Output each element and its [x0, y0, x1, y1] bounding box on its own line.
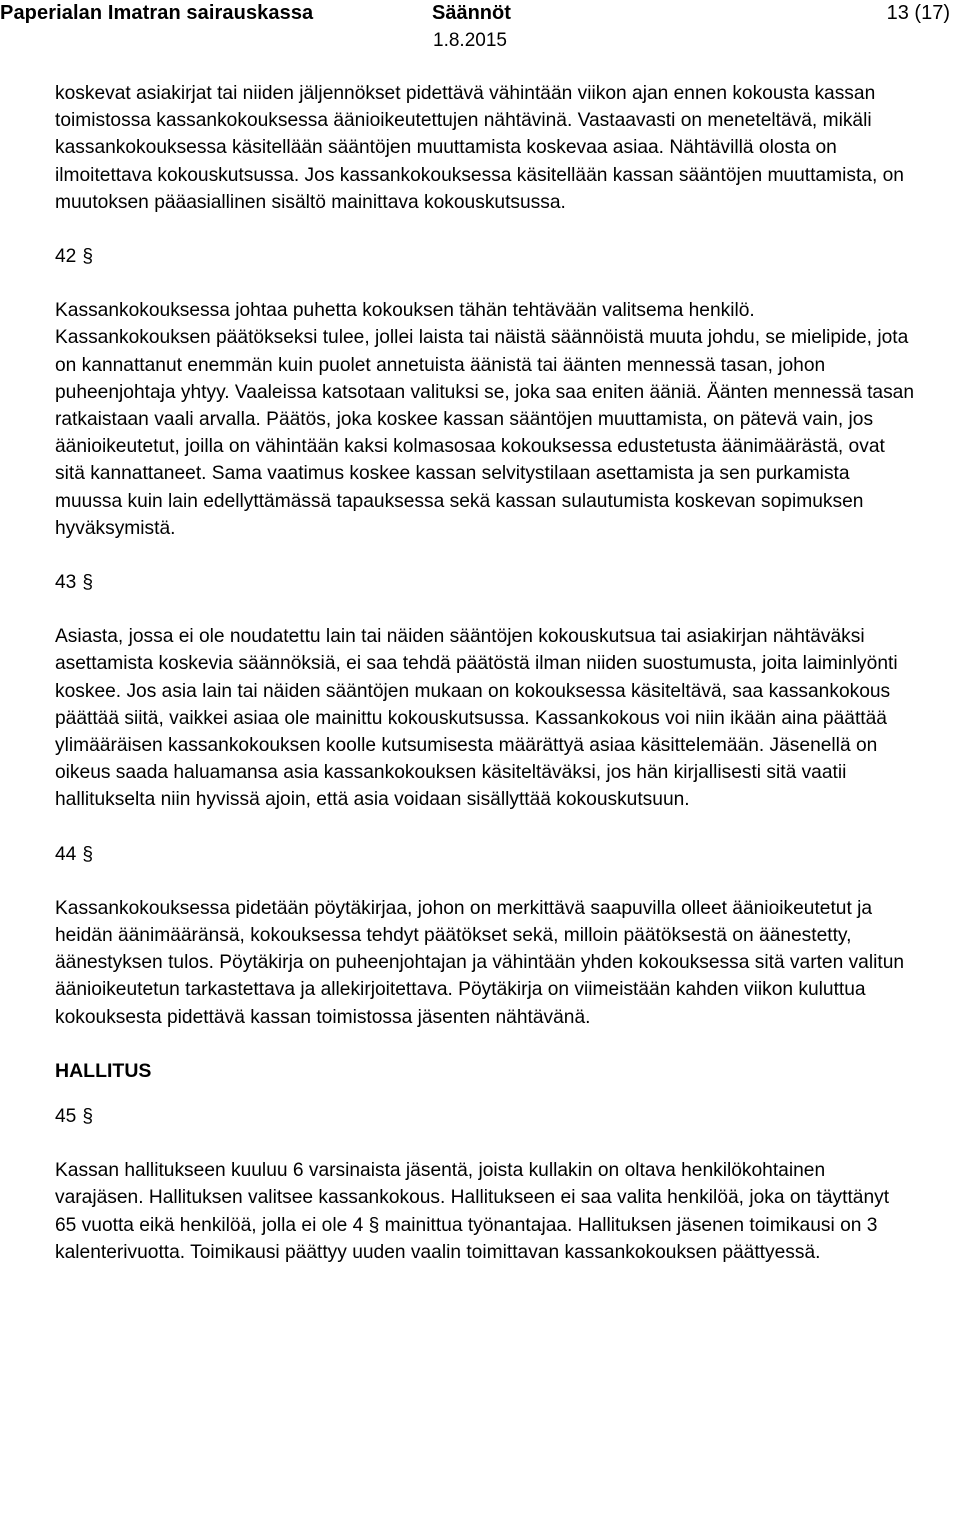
- section-45-text: [55, 1157, 915, 1266]
- section-number: 45: [55, 1105, 77, 1127]
- section-number: 43: [55, 572, 77, 594]
- section-42-text: Kassankokouksessa johtaa puhetta kokouksen tähän tehtävään valitsema henkilö. Kassankokouksen päätökseksi tulee, jollei laista tai näistä säännöistä muuta johdu, se mielipide, jota on kannattanut enemmän kuin puolet annetuista äänistä tai äänten mennessä tasan, johon puheenjohtaja yhtyy. Vaaleissa katsotaan valituksi se, joka saa eniten ääniä. Äänten mennessä tasan ratkaistaan vaali arvalla. Päätös, joka koskee kassan sääntöjen muuttamista, on pätevä vain, jos äänioikeutetut, joilla on vähintään kaksi kolmasosaa kokouksessa edustetusta äänimäärästä, ovat sitä kannattaneet. Sama vaatimus koskee kassan selvitystilaan asettamista ja sen purkamista muussa kuin lain edellyttämässä tapauksessa sekä kassan sulautumista koskevan sopimuksen hyväksymistä.: [55, 300, 915, 539]
- section-44-heading: [55, 841, 915, 868]
- header-page-number: 13 (17): [886, 2, 950, 24]
- header-document-title: Säännöt: [432, 2, 511, 24]
- section-44-text: Kassankokouksessa pidetään pöytäkirjaa, johon on merkittävä saapuvilla olleet äänioikeutetut ja heidän äänimääränsä, kokouksessa tehdyt päätökset sekä, milloin päätöksestä on äänestetty, äänestyksen tulos. Pöytäkirja on puheenjohtajan ja vähintään yhden kokouksessa sitä varten valitun äänioikeutetun tarkastettava ja allekirjoitettava. Pöytäkirja on viimeistään kahden viikon kuluttua kokouksesta pidettävä kassan toimistossa jäsenten nähtävänä.: [55, 897, 905, 1028]
- section-43-text: Asiasta, jossa ei ole noudatettu lain tai näiden sääntöjen kokouskutsua tai asiakirjan nähtäväksi asettamista koskevia säännöksiä, ei saa tehdä päätöstä ilman niiden suostumusta, joita laiminlyönti koskee. Jos asia lain tai näiden sääntöjen mukaan on kokouksessa käsiteltävä, saa kassankokous päättää siitä, vaikkei asiaa ole mainittu kokouskutsussa. Kassankokous voi niin ikään aina päättää ylimääräisen kassankokouksen koolle kutsumisesta määrättyä asiaa käsittelemään. Jäsenellä on oikeus saada haluamansa asia kassankokouksen käsiteltäväksi, jos hän kirjallisesti sitä vaatii hallitukselta niin hyvissä ajoin, että asia voidaan sisällyttää kokouskutsuun.: [55, 626, 898, 811]
- inline-section-symbol: §: [368, 1214, 380, 1236]
- section-45-text-a: Kassan hallitukseen kuuluu 6 varsinaista jäsentä, joista kullakin on oltava henkilökohtainen varajäsen. Hallituksen valitsee kassankokous. Hallitukseen ei saa valita henkilöä, joka on täyttänyt 65 vuotta eikä henkilöä, jolla ei ole 4: [55, 1160, 890, 1236]
- section-number: 44: [55, 843, 77, 865]
- header-organization: Paperialan Imatran sairauskassa: [0, 2, 314, 24]
- paragraph-intro: koskevat asiakirjat tai niiden jäljennökset pidettävä vähintään viikon ajan ennen kokousta kassan toimistossa kassankokouksessa äänioikeutettujen nähtävinä. Vastaavasti on meneteltävä, mikäli kassankokouksessa käsitellään sääntöjen muuttamista koskevaa asiaa. Nähtävillä olosta on ilmoitettava kokouskutsussa. Jos kassankokouksessa käsitellään kassan sääntöjen muuttamista, on muutoksen pääasiallinen sisältö mainittava kokouskutsussa.: [55, 83, 904, 213]
- section-45-heading: [55, 1103, 915, 1130]
- section-symbol: §: [82, 246, 94, 268]
- section-number: 42: [55, 246, 77, 268]
- document-body: [55, 80, 915, 1266]
- section-symbol: §: [82, 572, 94, 594]
- section-43-heading: [55, 569, 915, 596]
- section-45-text-b: mainittua työnantajaa. Hallituksen jäsenen toimikausi on 3 kalenterivuotta. Toimikausi päättyy uuden vaalin toimittavan kassankokouksen päättyessä.: [55, 1214, 878, 1263]
- section-42-heading: [55, 243, 915, 270]
- section-symbol: §: [82, 1105, 94, 1127]
- header-date: 1.8.2015: [433, 30, 507, 51]
- heading-hallitus: HALLITUS: [55, 1059, 152, 1082]
- section-symbol: §: [82, 843, 94, 865]
- page-header: [0, 0, 960, 58]
